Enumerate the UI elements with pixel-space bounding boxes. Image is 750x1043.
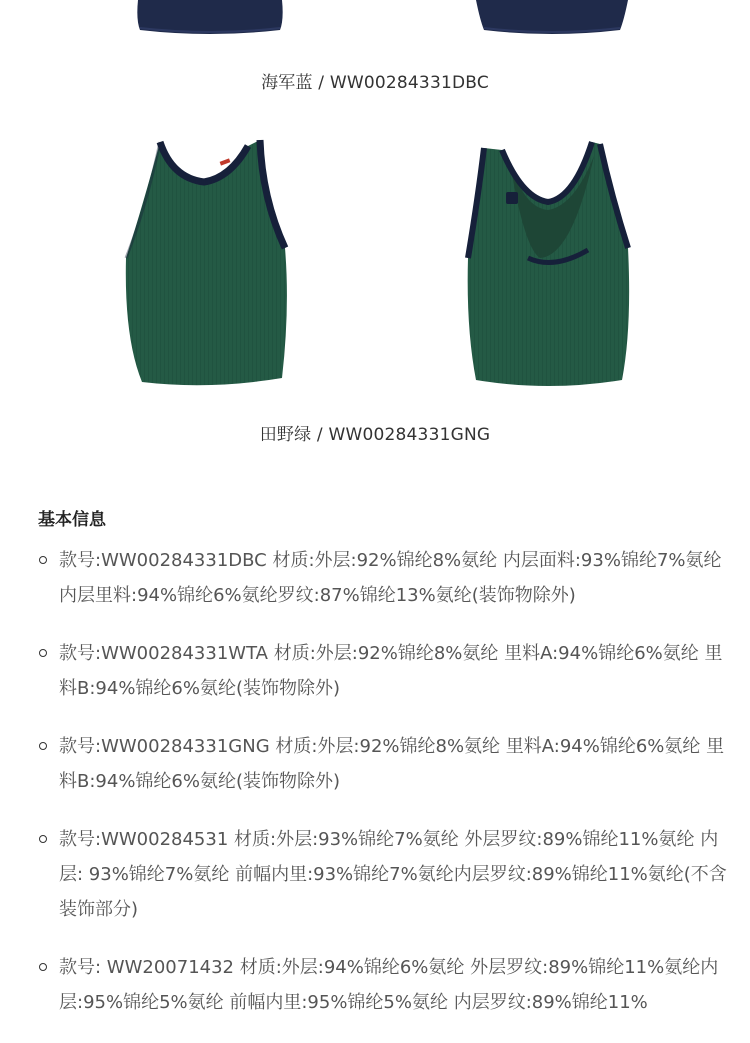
green-top-back-image xyxy=(462,138,634,390)
green-product-row xyxy=(0,130,750,460)
bullet-circle-icon xyxy=(39,556,47,564)
green-product-caption: 田野绿 / WW00284331GNG xyxy=(259,425,491,445)
bullet-circle-icon xyxy=(39,835,47,843)
spec-list-item xyxy=(38,636,738,706)
spec-text: 款号:WW00284331DBC 材质:外层:92%锦纶8%氨纶 内层面料:93%锦纶7%氨纶 内层里料:94%锦纶6%氨纶罗纹:87%锦纶13%氨纶(装饰物除外) xyxy=(59,550,722,606)
bullet-circle-icon xyxy=(39,963,47,971)
spec-list-item xyxy=(38,543,738,613)
navy-top-back-image xyxy=(472,0,632,40)
bullet-circle-icon xyxy=(39,649,47,657)
green-top-front-image xyxy=(120,138,290,390)
spec-list-item xyxy=(38,729,738,799)
navy-top-front-image xyxy=(130,0,290,40)
spec-text: 款号: WW20071432 材质:外层:94%锦纶6%氨纶 外层罗纹:89%锦纶11%氨纶内层:95%锦纶5%氨纶 前幅内里:95%锦纶5%氨纶 内层罗纹:89%锦纶11% xyxy=(59,957,719,1013)
spec-text: 款号:WW00284331GNG 材质:外层:92%锦纶8%氨纶 里料A:94%锦纶6%氨纶 里料B:94%锦纶6%氨纶(装饰物除外) xyxy=(59,736,725,792)
spec-text: 款号:WW00284331WTA 材质:外层:92%锦纶8%氨纶 里料A:94%锦纶6%氨纶 里料B:94%锦纶6%氨纶(装饰物除外) xyxy=(59,643,723,699)
spec-list-item xyxy=(38,950,738,1020)
bullet-circle-icon xyxy=(39,742,47,750)
navy-product-row xyxy=(0,0,750,100)
spec-list-item xyxy=(38,822,738,927)
navy-product-caption: 海军蓝 / WW00284331DBC xyxy=(261,73,489,93)
basic-info-title: 基本信息 xyxy=(38,510,106,530)
spec-text: 款号:WW00284531 材质:外层:93%锦纶7%氨纶 外层罗纹:89%锦纶11%氨纶 内层: 93%锦纶7%氨纶 前幅内里:93%锦纶7%氨纶内层罗纹:89%锦纶11%氨纶(不含装饰部分) xyxy=(59,829,727,920)
spec-list xyxy=(38,543,738,1043)
